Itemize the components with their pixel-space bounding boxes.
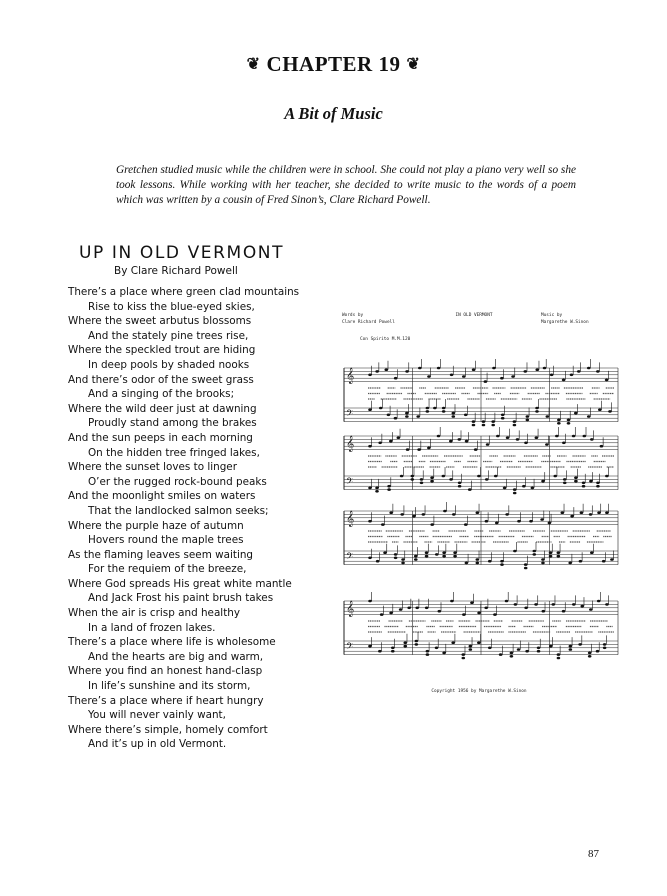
poem-line: And it’s up in old Vermont. <box>88 738 227 751</box>
chapter-heading <box>0 52 667 77</box>
poem-line: Where you find an honest hand-clasp <box>68 665 263 678</box>
poem-line: There’s a place where if heart hungry <box>68 694 264 707</box>
poem-line: On the hidden tree fringed lakes, <box>88 446 260 459</box>
sheet-tempo: Con Spirito M.M.120 <box>360 337 411 342</box>
poem-line: O’er the rugged rock-bound peaks <box>88 475 267 488</box>
sheet-words-by: Words by <box>342 313 364 318</box>
floral-ornament-icon: ❦ <box>406 56 421 73</box>
poem-line: When the air is crisp and healthy <box>68 607 241 620</box>
poem-line: And the stately pine trees rise, <box>88 329 249 342</box>
poem-line: Where the sweet arbutus blossoms <box>68 315 252 328</box>
svg-text:𝄢: 𝄢 <box>346 408 354 421</box>
svg-text:𝄞: 𝄞 <box>346 511 355 527</box>
poem-line: And Jack Frost his paint brush takes <box>88 592 274 605</box>
svg-text:𝄢: 𝄢 <box>346 551 354 564</box>
poem-line: And a singing of the brooks; <box>88 388 235 401</box>
sheet-systems <box>344 359 618 659</box>
poem-line: And the moonlight smiles on waters <box>68 490 256 503</box>
poem-line: Hovers round the maple trees <box>88 534 244 547</box>
svg-text:𝄞: 𝄞 <box>346 601 355 617</box>
poem-line: Where the purple haze of autumn <box>68 519 244 532</box>
sheet-music-image <box>334 306 624 708</box>
poem-author: By Clare Richard Powell <box>114 265 238 277</box>
sheet-music-by: Music by <box>541 313 563 318</box>
intro-paragraph: Gretchen studied music while the children were in school. She could not play a piano very well so she took lessons. While working with her teacher, she decided to write music to the words of a poem which was written by a cousin of Fred Sinon’s, Clare Richard Powell. <box>116 164 576 206</box>
poem-line: There’s a place where life is wholesome <box>68 636 276 649</box>
sheet-words-author: Clare Richard Powell <box>342 320 395 325</box>
poem-line: As the flaming leaves seem waiting <box>68 548 254 561</box>
svg-text:𝄞: 𝄞 <box>346 368 355 384</box>
poem-line: Where the speckled trout are hiding <box>68 344 256 357</box>
poem-line: Where God spreads His great white mantle <box>68 577 292 590</box>
poem-line: And the sun peeps in each morning <box>68 431 253 444</box>
svg-text:𝄢: 𝄢 <box>346 641 354 654</box>
floral-ornament-icon: ❦ <box>246 56 261 73</box>
poem-body <box>68 285 328 752</box>
poem-line: In life’s sunshine and its storm, <box>88 680 251 693</box>
poem-title: UP IN OLD VERMONT <box>79 243 285 263</box>
sheet-heading: IN OLD VERMONT <box>455 313 493 318</box>
svg-text:𝄢: 𝄢 <box>346 476 354 489</box>
poem-line: Where the sunset loves to linger <box>68 461 237 474</box>
sheet-copyright: Copyright 1956 by Margarethe W.Sinon <box>431 689 527 694</box>
poem-line: And there’s odor of the sweet grass <box>68 373 254 386</box>
poem-line: You will never vainly want, <box>88 709 226 722</box>
poem-line: There’s a place where green clad mountains <box>68 286 300 298</box>
poem-line: For the requiem of the breeze, <box>88 563 247 576</box>
sheet-music-author: Margarethe W.Sinon <box>541 320 589 325</box>
poem-line: And the hearts are big and warm, <box>88 650 264 663</box>
chapter-title: CHAPTER 19 <box>266 52 401 76</box>
poem-line: Rise to kiss the blue-eyed skies, <box>88 300 255 313</box>
poem-line: That the landlocked salmon seeks; <box>88 504 269 517</box>
page-number: 87 <box>588 848 599 860</box>
svg-text:𝄞: 𝄞 <box>346 436 355 452</box>
poem-line: In a land of frozen lakes. <box>88 621 216 634</box>
poem-line: In deep pools by shaded nooks <box>88 358 250 371</box>
poem-line: Where the wild deer just at dawning <box>68 402 257 415</box>
chapter-subtitle: A Bit of Music <box>284 104 383 123</box>
poem-line: Proudly stand among the brakes <box>88 417 257 430</box>
poem-line: Where there’s simple, homely comfort <box>68 723 268 736</box>
